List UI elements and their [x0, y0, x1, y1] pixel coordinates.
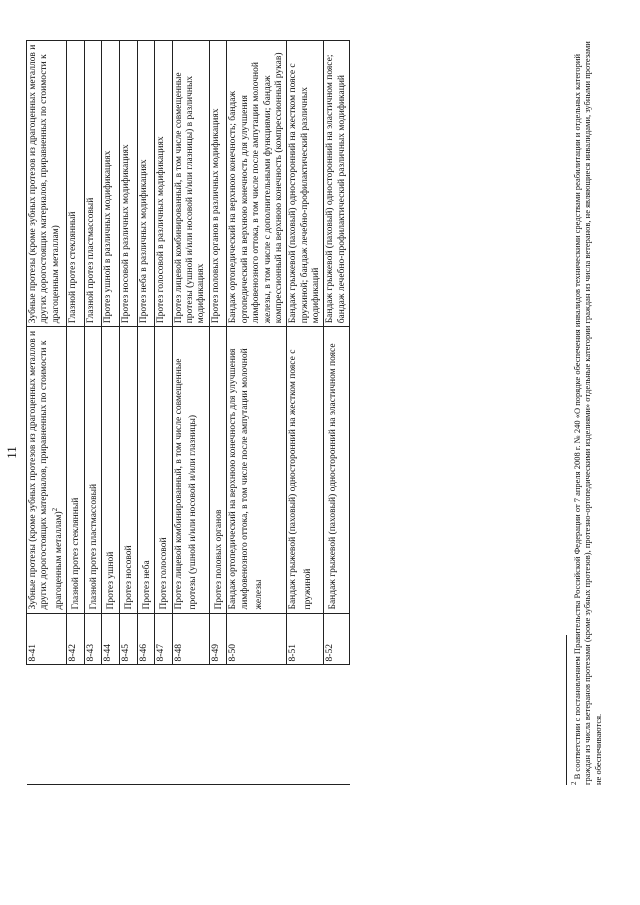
category-cell	[172, 665, 209, 785]
item-description-cell: Протез ушной в различных модификациях	[102, 41, 120, 327]
category-cell	[102, 665, 120, 785]
item-description-cell: Протез голосовой в различных модификациях	[155, 41, 173, 327]
item-name-text: Протез ушной	[106, 551, 117, 610]
item-name-text: Глазной протез стеклянный	[71, 497, 82, 610]
item-name-cell	[227, 327, 287, 613]
table-row	[119, 41, 137, 785]
item-description-cell: Бандаж грыжевой (паховый) односторонний на эластичном поясе; бандаж лечебно-профилактический различных модификаций	[324, 41, 350, 327]
table-row	[67, 41, 85, 785]
item-name-cell	[84, 327, 102, 613]
item-name-cell	[27, 327, 67, 613]
table-row	[84, 41, 102, 785]
equipment-table	[26, 40, 350, 785]
code-cell: 8-44	[102, 613, 120, 665]
item-description-cell: Бандаж грыжевой (паховый) односторонний на жестком поясе с пружиной; бандаж лечебно-профилактический различных модификаций	[287, 41, 324, 327]
item-name-text: Бандаж грыжевой (паховый) односторонний на эластичном поясе	[328, 343, 339, 610]
item-name-text: Бандаж грыжевой (паховый) односторонний на жестком поясе с пружиной	[288, 349, 313, 610]
table-row	[155, 41, 173, 785]
item-description-cell: Протез неба в различных модификациях	[137, 41, 155, 327]
table-row	[287, 41, 324, 785]
category-cell	[155, 665, 173, 785]
item-name-text: Протез лицевой комбинированный, в том числе совмещенные протезы (ушной и/или носовой и/или глазницы)	[173, 358, 199, 610]
code-cell: 8-43	[84, 613, 102, 665]
code-cell: 8-49	[209, 613, 227, 665]
category-cell	[27, 665, 67, 785]
page-number: 11	[4, 446, 19, 459]
item-description-cell: Бандаж ортопедический на верхнюю конечность; бандаж ортопедический на верхнюю конечность для улучшения лимфовенозного оттока, в том числе после ампутации молочной железы, в том числе с дополнительными функциями; бандаж компрессионный на верхнюю конечность (компрессионный рукав)	[227, 41, 287, 327]
item-name-cell	[209, 327, 227, 613]
category-cell	[67, 665, 85, 785]
item-name-text: Протез неба	[141, 560, 152, 610]
footnote	[566, 40, 604, 785]
category-cell	[287, 665, 324, 785]
item-name-text: Протез половых органов	[213, 509, 224, 610]
code-cell: 8-50	[227, 613, 287, 665]
code-cell: 8-52	[324, 613, 350, 665]
item-name-text: Протез носовой	[124, 545, 135, 610]
category-cell	[119, 665, 137, 785]
table-row	[102, 41, 120, 785]
table-row	[27, 41, 67, 785]
item-description-cell: Протез носовой в различных модификациях	[119, 41, 137, 327]
code-cell: 8-51	[287, 613, 324, 665]
code-cell: 8-42	[67, 613, 85, 665]
item-description-cell: Зубные протезы (кроме зубных протезов из драгоценных металлов и других дорогостоящих материалов, приравненных по стоимости к драгоценным металлам)	[27, 41, 67, 327]
item-name-text: Бандаж ортопедический на верхнюю конечность для улучшения лимфовенозного оттока, в том числе после ампутации молочной железы	[228, 348, 265, 610]
table-row	[227, 41, 287, 785]
table-row	[324, 41, 350, 785]
table-row	[209, 41, 227, 785]
code-cell: 8-47	[155, 613, 173, 665]
item-name-cell	[119, 327, 137, 613]
item-name-text: Зубные протезы (кроме зубных протезов из драгоценных металлов и других дорогостоящих материалов, приравненных по стоимости к драгоценным металлам)	[28, 330, 64, 610]
item-name-cell	[155, 327, 173, 613]
item-name-text: Глазной протез пластмассовый	[89, 483, 100, 610]
item-description-cell: Протез лицевой комбинированный, в том числе совмещенные протезы (ушной и/или носовой и/или глазницы) в различных модификациях	[172, 41, 209, 327]
footnote-text: В соответствии с постановлением Правительства Российской Федерации от 7 апреля 2008 г. № 240 «О порядке обеспечения инвалидов техническими средствами реабилитации и отдельных категорий граждан из числа ветеранов протезами (кроме зубных протезов), протезно-ортопедическими изделиями» отдельные категории граждан из числа ветеранов, не являющиеся инвалидами, зубными протезами не обеспечиваются.	[571, 41, 604, 785]
footnote-rule	[566, 635, 567, 785]
item-name-cell	[172, 327, 209, 613]
code-cell: 8-41	[27, 613, 67, 665]
item-name-text: Протез голосовой	[159, 537, 170, 610]
item-description-cell: Глазной протез пластмассовый	[84, 41, 102, 327]
item-name-cell	[67, 327, 85, 613]
item-description-cell: Протез половых органов в различных модификациях	[209, 41, 227, 327]
category-cell	[324, 665, 350, 785]
code-cell: 8-45	[119, 613, 137, 665]
item-description-cell: Глазной протез стеклянный	[67, 41, 85, 327]
item-name-cell	[137, 327, 155, 613]
category-cell	[137, 665, 155, 785]
category-cell	[84, 665, 102, 785]
item-name-cell	[102, 327, 120, 613]
item-name-cell	[324, 327, 350, 613]
table-row	[172, 41, 209, 785]
code-cell: 8-48	[172, 613, 209, 665]
category-cell	[209, 665, 227, 785]
item-name-cell	[287, 327, 324, 613]
footnote-mark: 2	[570, 781, 578, 785]
footnote-reference: 2	[50, 507, 59, 512]
table-row	[137, 41, 155, 785]
category-cell	[227, 665, 287, 785]
code-cell: 8-46	[137, 613, 155, 665]
